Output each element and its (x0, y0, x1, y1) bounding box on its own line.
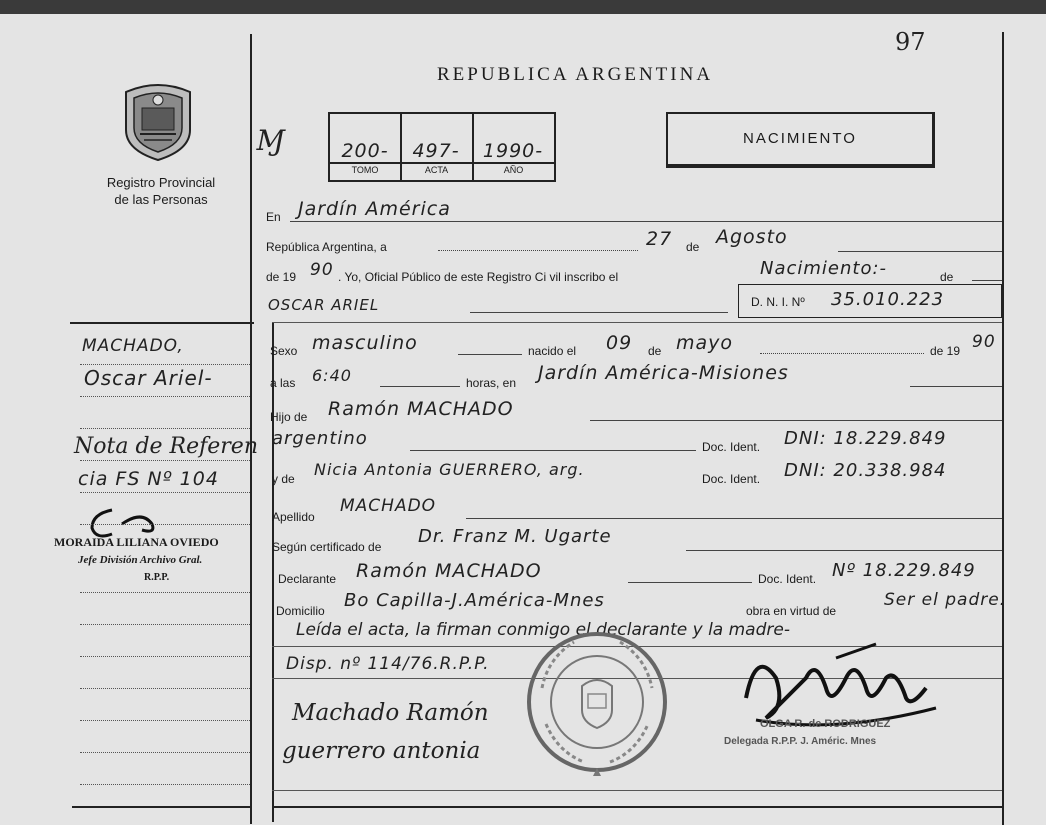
apellido-value: MACHADO (340, 496, 437, 516)
declarante-value: Ramón MACHADO (356, 560, 542, 582)
month-value: Agosto (716, 226, 788, 248)
registry-label (76, 174, 246, 208)
margin-mark: Ɱ (256, 124, 285, 157)
margin-name-line-1: MACHADO, (82, 336, 184, 356)
horas-label: horas, en (466, 376, 517, 390)
republica-label: República Argentina, a (266, 240, 387, 254)
hijo-label: Hijo de (270, 410, 308, 424)
year-value: 90 (310, 260, 334, 280)
segun-value: Dr. Franz M. Ugarte (418, 526, 612, 547)
place-value: Jardín América-Misiones (538, 362, 789, 384)
sexo-value: masculino (312, 332, 418, 354)
alas-label: a las (270, 376, 296, 390)
father-value: Ramón MACHADO (328, 398, 514, 420)
tomo-label: TOMO (351, 165, 379, 175)
doc-ident-label-3: Doc. Ident. (758, 572, 817, 586)
father-doc: DNI: 18.229.849 (784, 428, 947, 449)
dni-value: 35.010.223 (831, 289, 945, 310)
tomo-value: 200- (341, 140, 389, 162)
de-label-3: de (648, 344, 662, 358)
sexo-label: Sexo (270, 344, 298, 358)
declarante-label: Declarante (278, 572, 337, 586)
en-value: Jardín América (298, 198, 451, 220)
domicilio-label: Domicilio (276, 604, 325, 618)
officer-name: OLGA R. de RODRIGUEZ (760, 718, 891, 730)
apellido-label: Apellido (272, 510, 315, 524)
margin-stamp-line-1: MORAIDA LILIANA OVIEDO (54, 535, 219, 549)
name-value: OSCAR ARIEL (268, 296, 380, 314)
nacido-day: 09 (606, 332, 633, 354)
de19-label: de 19 (930, 344, 961, 358)
registry-line-2: de las Personas (114, 192, 208, 207)
margin-note-line-2: cia FS Nº 104 (78, 468, 219, 490)
en-label: En (266, 210, 281, 224)
segun-label: Según certificado de (272, 540, 382, 554)
margin-stamp-line-2: Jefe División Archivo Gral. (78, 554, 203, 566)
page-number: 97 (895, 28, 926, 56)
yde-label: y de (272, 472, 295, 486)
ano-label: AÑO (503, 165, 524, 175)
officer-title: Delegada R.P.P. J. Améric. Mnes (724, 736, 877, 747)
nacido-month: mayo (676, 332, 734, 354)
act-value: Nacimiento:- (760, 258, 888, 279)
doc-ident-label-2: Doc. Ident. (702, 472, 761, 486)
margin-note-line-1: Nota de Referen (74, 434, 258, 459)
document-type-label: NACIMIENTO (743, 130, 857, 147)
margin-name-line-2: Oscar Ariel- (84, 366, 213, 390)
mother-value: Nicia Antonia GUERRERO, arg. (314, 460, 585, 479)
extra-line-2: Disp. nº 114/76.R.P.P. (286, 654, 490, 674)
signature-mother: guerrero antonia (282, 738, 481, 764)
nacido-label: nacido el (528, 344, 577, 358)
left-column-rule (250, 34, 252, 824)
nacido-year: 90 (972, 332, 996, 352)
mother-doc: DNI: 20.338.984 (784, 460, 947, 481)
father-nationality: argentino (272, 428, 368, 449)
doc-ident-label-1: Doc. Ident. (702, 440, 761, 454)
alas-value: 6:40 (312, 366, 352, 385)
acta-label: ACTA (424, 165, 449, 175)
de-label-1: de (686, 240, 700, 254)
right-column-rule (1002, 32, 1004, 825)
country-title: REPUBLICA ARGENTINA (437, 64, 714, 85)
yo-text: . Yo, Oficial Público de este Registro Ci vil inscribo el (338, 270, 619, 284)
acta-value: 497- (412, 140, 460, 162)
dni-label: D. N. I. Nº (751, 295, 805, 309)
obra-label: obra en virtud de (746, 604, 837, 618)
inner-column-rule (272, 322, 274, 822)
registry-round-stamp (524, 628, 670, 776)
margin-stamp-line-3: R.P.P. (144, 572, 170, 583)
ano-value: 1990- (482, 140, 544, 162)
dni-box (738, 284, 1002, 318)
year-prefix: de 19 (266, 270, 297, 284)
extra-line-1: Leída el acta, la firman conmigo el declarante y la madre- (296, 620, 790, 640)
record-number-box (328, 112, 556, 182)
de-label-2: de (940, 270, 954, 284)
obra-value: Ser el padre. (884, 590, 1007, 610)
day-value: 27 (646, 228, 673, 250)
provincial-seal-icon (118, 78, 198, 164)
registry-line-1: Registro Provincial (106, 175, 216, 190)
signature-father: Machado Ramón (292, 700, 489, 726)
birth-certificate-page (0, 14, 1046, 825)
declarante-doc: Nº 18.229.849 (832, 560, 976, 581)
document-type-box (666, 112, 935, 168)
domicilio-value: Bo Capilla-J.América-Mnes (344, 590, 605, 611)
